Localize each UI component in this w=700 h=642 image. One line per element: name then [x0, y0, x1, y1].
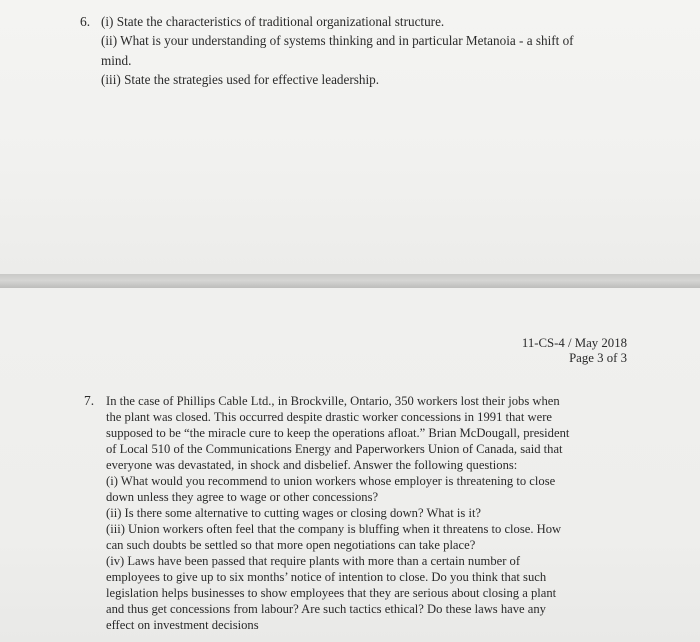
- page-number-header: Page 3 of 3: [569, 351, 627, 365]
- question-7-line: down unless they agree to wage or other concessions?: [106, 490, 379, 504]
- question-7-line: everyone was devastated, in shock and disbelief. Answer the following questions:: [106, 458, 518, 472]
- question-7-line: of Local 510 of the Communications Energy and Paperworkers Union of Canada, said that: [106, 442, 563, 456]
- question-7-line: (ii) Is there some alternative to cutting wages or closing down? What is it?: [106, 506, 482, 520]
- question-6-part-ii-continued: mind.: [101, 53, 132, 68]
- question-7-line: effect on investment decisions: [106, 618, 259, 632]
- question-7-line: employees to give up to six months’ notice of intention to close. Do you think that such: [106, 570, 547, 584]
- question-7-line: (i) What would you recommend to union workers whose employer is threatening to close: [106, 474, 556, 488]
- question-7-line: In the case of Phillips Cable Ltd., in Brockville, Ontario, 350 workers lost their jobs when: [106, 394, 560, 408]
- exam-code-header: 11-CS-4 / May 2018: [521, 336, 627, 350]
- question-6-number: 6.: [80, 14, 91, 29]
- question-7-line: supposed to be “the miracle cure to keep the operations afloat.” Brian McDougall, president: [106, 426, 570, 440]
- question-7-line: can such doubts be settled so that more open negotiations can take place?: [106, 538, 476, 552]
- question-7-number: 7.: [84, 393, 95, 408]
- question-7-line: (iv) Laws have been passed that require plants with more than a certain number of: [106, 554, 521, 568]
- page-separator: [0, 274, 700, 288]
- upper-page-sheet: [0, 0, 700, 274]
- question-7-line: and thus get concessions from labour? Are such tactics ethical? Do these laws have any: [106, 602, 546, 616]
- question-7-line: (iii) Union workers often feel that the company is bluffing when it threatens to close. How: [106, 522, 562, 536]
- lower-page-sheet: [0, 288, 700, 642]
- question-6-part-i: (i) State the characteristics of traditional organizational structure.: [101, 14, 445, 29]
- question-6-part-ii: (ii) What is your understanding of systems thinking and in particular Metanoia - a shift of: [101, 33, 574, 48]
- question-6-part-iii: (iii) State the strategies used for effective leadership.: [101, 72, 380, 87]
- question-7-line: legislation helps businesses to show employees that they are serious about closing a plant: [106, 586, 557, 600]
- question-7-line: the plant was closed. This occurred despite drastic worker concessions in 1991 that were: [106, 410, 553, 424]
